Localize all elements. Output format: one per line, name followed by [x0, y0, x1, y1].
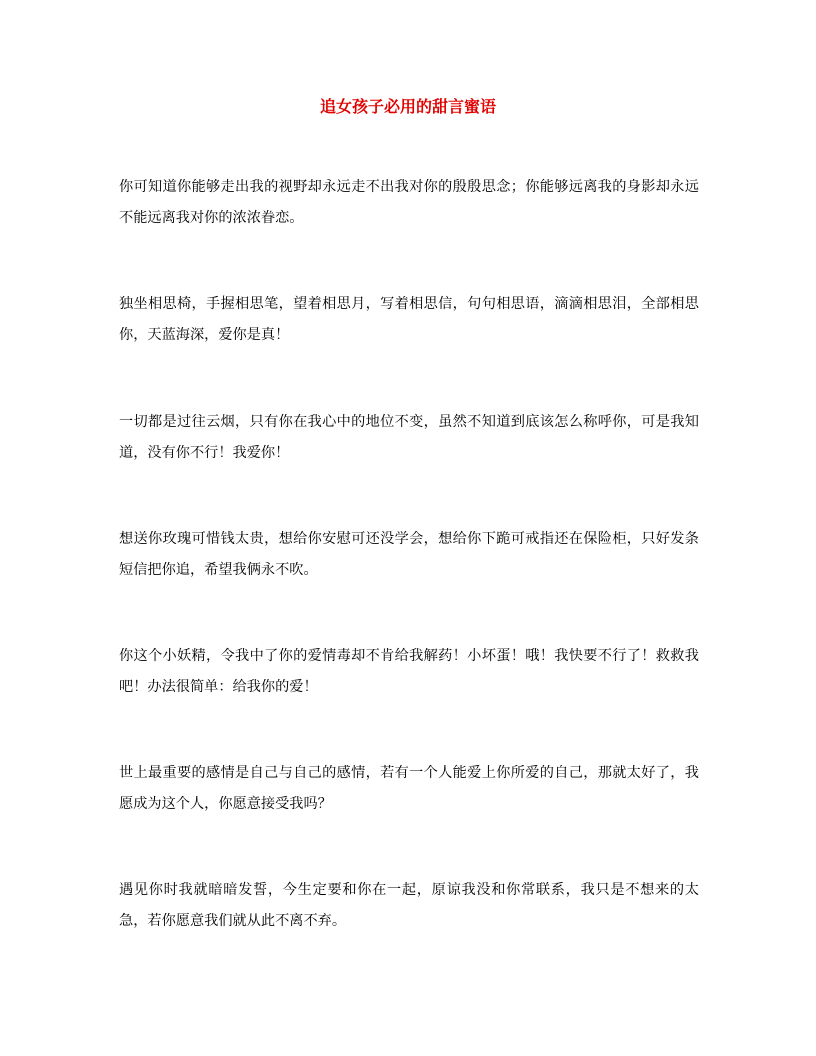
paragraph-2: 独坐相思椅，手握相思笔，望着相思月，写着相思信，句句相思语，滴滴相思泪，全部相思你，天蓝海深，爱你是真！ — [119, 296, 699, 343]
paragraph-5: 你这个小妖精，令我中了你的爱情毒却不肯给我解药！小坏蛋！哦！我快要不行了！救救我吧！办法很简单：给我你的爱！ — [119, 648, 699, 695]
paragraph-3: 一切都是过往云烟，只有你在我心中的地位不变，虽然不知道到底该怎么称呼你，可是我知道，没有你不行！我爱你！ — [119, 414, 699, 461]
paragraph-6: 世上最重要的感情是自己与自己的感情，若有一个人能爱上你所爱的自己，那就太好了，我愿成为这个人，你愿意接受我吗？ — [119, 765, 699, 812]
paragraph-1: 你可知道你能够走出我的视野却永远走不出我对你的殷殷思念；你能够远离我的身影却永远不能远离我对你的浓浓眷恋。 — [119, 179, 699, 226]
document-title: 追女孩子必用的甜言蜜语 — [319, 97, 496, 116]
paragraph-7: 遇见你时我就暗暗发誓，今生定要和你在一起，原谅我没和你常联系，我只是不想来的太急，若你愿意我们就从此不离不弃。 — [119, 882, 699, 929]
paragraph-4: 想送你玫瑰可惜钱太贵，想给你安慰可还没学会，想给你下跪可戒指还在保险柜，只好发条短信把你追，希望我俩永不吹。 — [119, 531, 699, 578]
